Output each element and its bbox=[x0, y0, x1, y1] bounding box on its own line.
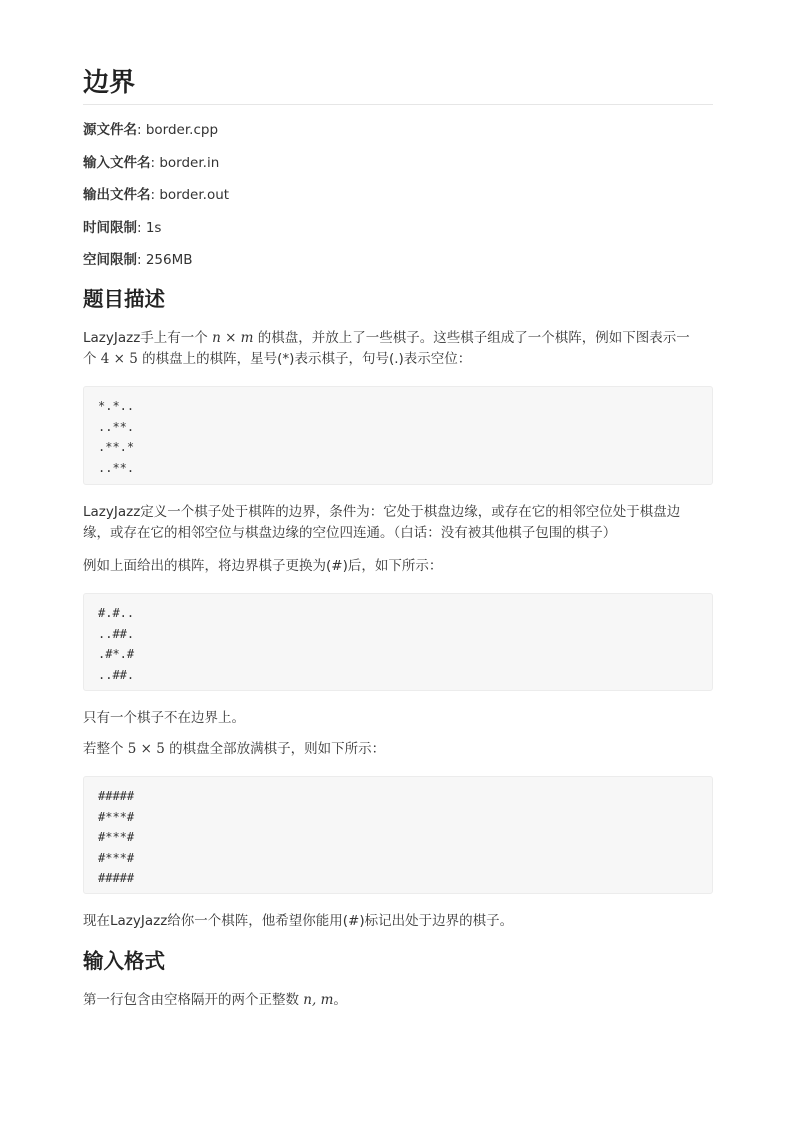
grid-row: ..##. bbox=[98, 626, 135, 641]
meta-label: 输出文件名 bbox=[83, 187, 151, 203]
meta-time-limit: 时间限制: 1s bbox=[83, 220, 162, 236]
grid-row: *.*.. bbox=[98, 399, 135, 413]
text: 若整个 bbox=[83, 741, 128, 757]
grid-row: ##### bbox=[98, 871, 135, 886]
description-paragraph-4: 只有一个棋子不在边界上。 bbox=[83, 710, 245, 726]
description-paragraph-1 bbox=[83, 328, 713, 370]
code-block-grid-3 bbox=[83, 776, 713, 894]
grid-row: ..**. bbox=[98, 460, 135, 475]
description-paragraph-6: 现在LazyJazz给你一个棋阵，他希望你能用(#)标记出处于边界的棋子。 bbox=[83, 913, 514, 929]
page-title: 边界 bbox=[83, 66, 713, 105]
meta-value: border.in bbox=[159, 155, 220, 171]
code-block-grid-1 bbox=[83, 386, 713, 485]
grid-row: #***# bbox=[98, 850, 135, 865]
meta-label: 时间限制 bbox=[83, 220, 137, 236]
text: 的棋盘全部放满棋子，则如下所示： bbox=[164, 741, 386, 757]
input-paragraph-1 bbox=[83, 990, 347, 1011]
math-n-times-m: n × m bbox=[212, 330, 254, 346]
meta-value: 1s bbox=[145, 220, 162, 236]
meta-value: 256MB bbox=[145, 252, 193, 268]
grid-row: ..##. bbox=[98, 667, 135, 682]
text: 的棋盘，并放上了一些棋子。这些棋子组成了一个棋阵，例如下图表示一 bbox=[253, 330, 690, 346]
meta-source-file: 源文件名: border.cpp bbox=[83, 122, 219, 138]
meta-output-file: 输出文件名: border.out bbox=[83, 187, 230, 203]
grid-row: #.#.. bbox=[98, 606, 135, 620]
math-n-comma-m: n, m bbox=[303, 992, 334, 1008]
section-heading-description: 题目描述 bbox=[83, 287, 165, 311]
description-paragraph-5 bbox=[83, 739, 385, 760]
meta-label: 输入文件名 bbox=[83, 155, 151, 171]
math-5-times-5: 5 × 5 bbox=[127, 741, 165, 757]
text: LazyJazz手上有一个 bbox=[83, 330, 213, 346]
grid-row: .**.* bbox=[98, 440, 135, 455]
grid-row: #***# bbox=[98, 830, 135, 845]
text: LazyJazz定义一个棋子处于棋阵的边界，条件为：它处于棋盘边缘，或存在它的相邻空位处于棋盘边 bbox=[83, 504, 681, 520]
grid-row: ..**. bbox=[98, 419, 135, 434]
meta-memory-limit: 空间限制: 256MB bbox=[83, 252, 193, 268]
meta-label: 源文件名 bbox=[83, 122, 137, 138]
grid-row: #***# bbox=[98, 809, 135, 824]
description-paragraph-3: 例如上面给出的棋阵，将边界棋子更换为(#)后，如下所示： bbox=[83, 558, 443, 574]
text: 第一行包含由空格隔开的两个正整数 bbox=[83, 992, 304, 1008]
description-paragraph-2 bbox=[83, 502, 713, 544]
meta-label: 空间限制 bbox=[83, 252, 137, 268]
meta-input-file: 输入文件名: border.in bbox=[83, 155, 220, 171]
text: 个 bbox=[83, 351, 101, 367]
meta-value: border.out bbox=[159, 187, 230, 203]
math-4-times-5: 4 × 5 bbox=[100, 351, 138, 367]
code-block-grid-2 bbox=[83, 593, 713, 691]
text: 缘，或存在它的相邻空位与棋盘边缘的空位四连通。（白话：没有被其他棋子包围的棋子） bbox=[83, 525, 617, 541]
grid-row: .#*.# bbox=[98, 647, 135, 662]
section-heading-input: 输入格式 bbox=[83, 949, 165, 973]
text: 的棋盘上的棋阵，星号(*)表示棋子，句号(.)表示空位： bbox=[137, 351, 472, 367]
text: 。 bbox=[333, 992, 347, 1008]
grid-row: ##### bbox=[98, 789, 135, 803]
meta-value: border.cpp bbox=[145, 122, 219, 138]
